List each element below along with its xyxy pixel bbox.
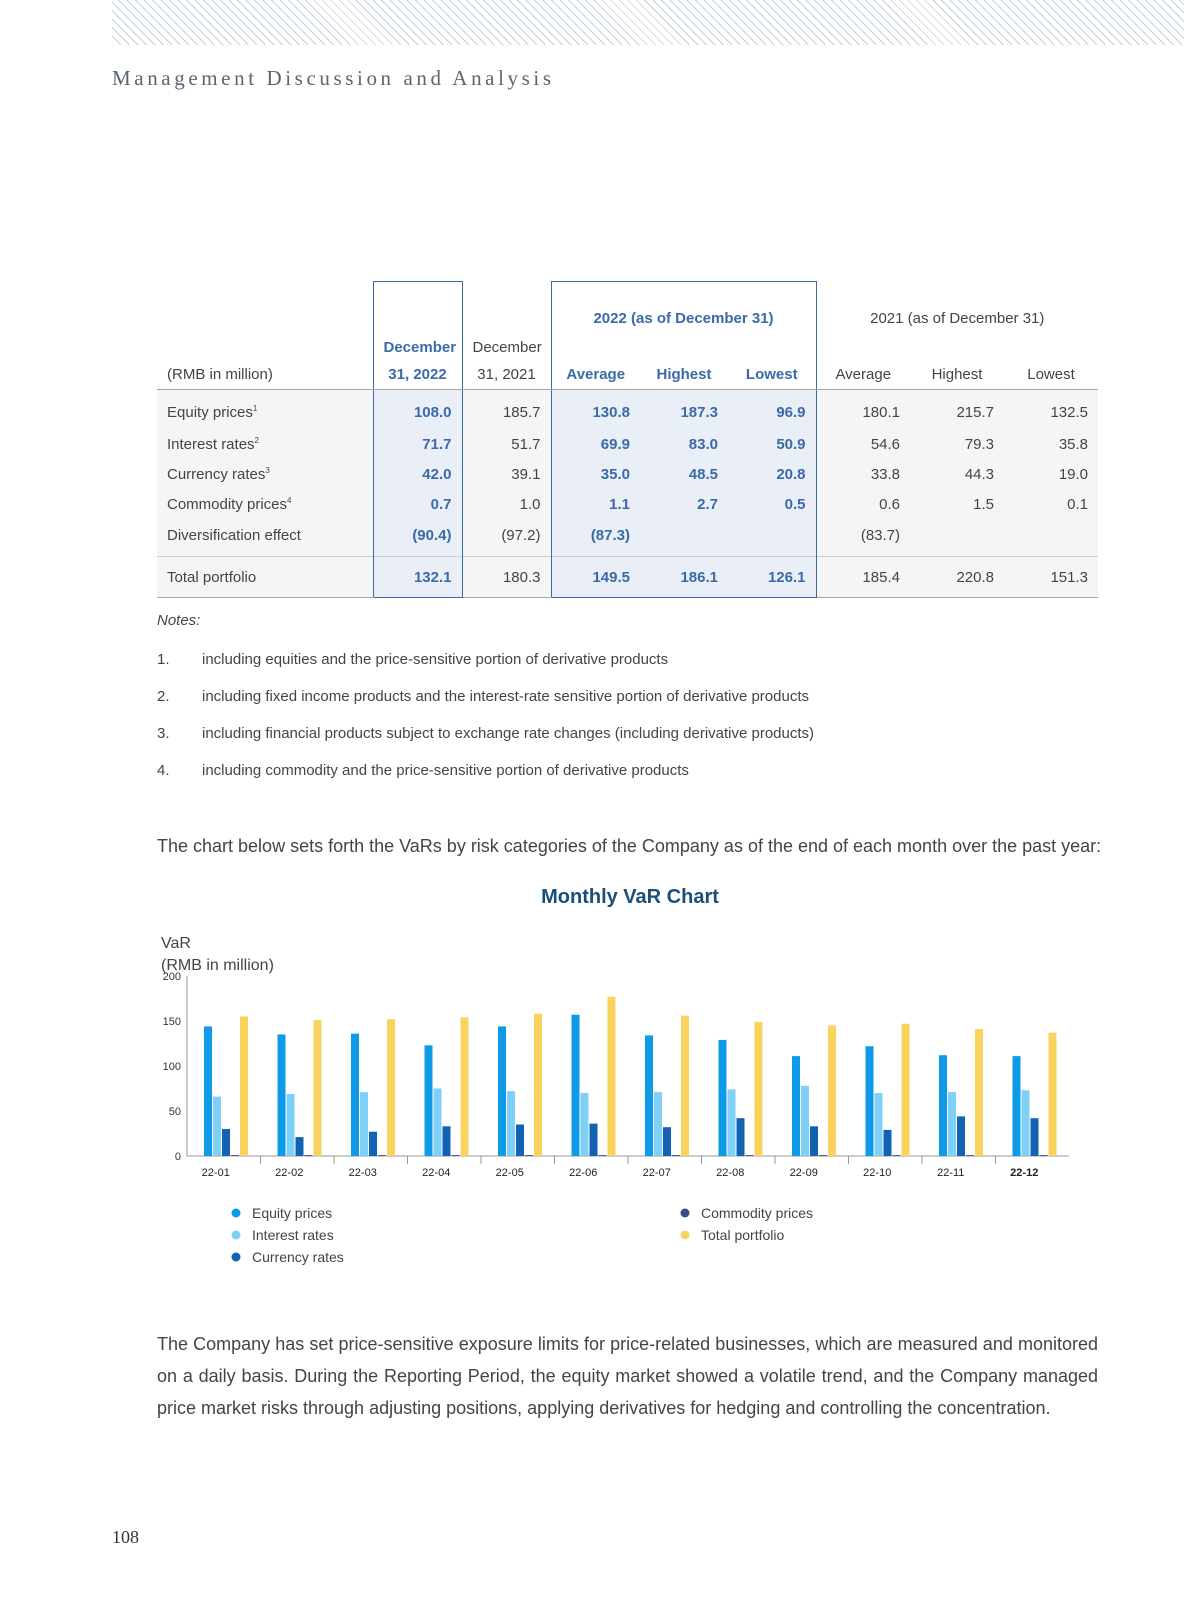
legend-label: Total portfolio	[701, 1227, 785, 1243]
bar-total-portfolio	[681, 1016, 689, 1156]
bar-total-portfolio	[608, 997, 616, 1156]
table-header-row	[157, 359, 1098, 390]
cell: 186.1	[640, 557, 728, 598]
cell: 0.1	[1004, 489, 1098, 519]
y-axis-title-line2: (RMB in million)	[161, 957, 274, 974]
cell: 132.1	[373, 557, 462, 598]
bar-commodity-prices	[893, 1155, 901, 1156]
bar-commodity-prices	[672, 1155, 680, 1156]
bar-equity-prices	[645, 1035, 653, 1156]
bar-total-portfolio	[1049, 1033, 1057, 1156]
cell: 1.0	[462, 489, 551, 519]
chart-title: Monthly VaR Chart	[541, 886, 719, 908]
bar-interest-rates	[801, 1086, 809, 1156]
cell: 108.0	[373, 390, 462, 430]
note-item: 1. including equities and the price-sensitive portion of derivative products	[157, 651, 669, 668]
bar-commodity-prices	[599, 1155, 607, 1156]
bar-total-portfolio	[828, 1026, 836, 1157]
bar-equity-prices	[939, 1055, 947, 1156]
cell: 44.3	[910, 459, 1004, 489]
note-item: 4. including commodity and the price-sensitive portion of derivative products	[157, 762, 689, 779]
bar-interest-rates	[875, 1093, 883, 1156]
bar-interest-rates	[948, 1092, 956, 1156]
note-item: 3. including financial products subject to exchange rate changes (including derivative products)	[157, 725, 815, 742]
col-average-2022: Average	[551, 359, 640, 390]
bar-equity-prices	[351, 1034, 359, 1156]
cell: (87.3)	[551, 519, 640, 557]
bar-interest-rates	[213, 1097, 221, 1156]
bar-total-portfolio	[534, 1014, 542, 1156]
table-row	[157, 519, 1098, 557]
bar-equity-prices	[498, 1026, 506, 1156]
y-tick-label: 150	[162, 1016, 181, 1028]
cell	[1004, 519, 1098, 557]
cell: 51.7	[462, 429, 551, 459]
col-dec2021-line2: 31, 2021	[462, 359, 551, 390]
col-lowest-2022: Lowest	[728, 359, 816, 390]
cell: 0.5	[728, 489, 816, 519]
table-row	[157, 459, 1098, 489]
x-tick-label: 22-11	[937, 1167, 965, 1179]
cell: 20.8	[728, 459, 816, 489]
cell: 187.3	[640, 390, 728, 430]
table-group-header-row	[157, 282, 1098, 332]
note-item: 2. including fixed income products and the interest-rate sensitive portion of derivative products	[157, 688, 809, 705]
cell: 54.6	[816, 429, 910, 459]
cell	[910, 519, 1004, 557]
cell: 149.5	[551, 557, 640, 598]
cell: 185.7	[462, 390, 551, 430]
cell: 0.6	[816, 489, 910, 519]
cell: 83.0	[640, 429, 728, 459]
legend-marker	[232, 1231, 241, 1240]
bar-interest-rates	[654, 1092, 662, 1156]
y-tick-label: 50	[168, 1106, 181, 1118]
cell: 48.5	[640, 459, 728, 489]
x-tick-label: 22-09	[789, 1167, 818, 1179]
bar-commodity-prices	[966, 1155, 974, 1156]
y-tick-label: 100	[162, 1061, 181, 1073]
x-tick-label: 22-06	[569, 1167, 598, 1179]
bar-equity-prices	[719, 1040, 727, 1156]
col-highest-2021: Highest	[910, 359, 1004, 390]
col-highest-2022: Highest	[640, 359, 728, 390]
x-tick-label: 22-01	[201, 1167, 230, 1179]
bar-total-portfolio	[387, 1019, 395, 1156]
cell: 215.7	[910, 390, 1004, 430]
bar-currency-rates	[369, 1132, 377, 1156]
bar-currency-rates	[516, 1125, 524, 1157]
bar-commodity-prices	[819, 1155, 827, 1156]
cell: 19.0	[1004, 459, 1098, 489]
cell: 96.9	[728, 390, 816, 430]
cell: 39.1	[462, 459, 551, 489]
cell: (83.7)	[816, 519, 910, 557]
row-label: Equity prices$^1$	[157, 390, 373, 430]
legend-marker	[681, 1209, 690, 1218]
bar-commodity-prices	[305, 1155, 313, 1156]
monthly-var-chart	[0, 920, 1190, 1300]
cell	[728, 519, 816, 557]
legend-marker	[681, 1231, 690, 1240]
cell: 151.3	[1004, 557, 1098, 598]
x-tick-label: 22-07	[642, 1167, 671, 1179]
row-label: Currency rates$^3$	[157, 459, 373, 489]
bar-currency-rates	[1031, 1118, 1039, 1156]
x-tick-label: 22-04	[422, 1167, 451, 1179]
cell: 180.3	[462, 557, 551, 598]
bar-interest-rates	[1022, 1090, 1030, 1156]
cell: 1.5	[910, 489, 1004, 519]
x-tick-label: 22-02	[275, 1167, 304, 1179]
bar-total-portfolio	[902, 1024, 910, 1156]
legend-marker	[232, 1209, 241, 1218]
bar-total-portfolio	[461, 1017, 469, 1156]
row-label: Commodity prices$^4$	[157, 489, 373, 519]
cell	[640, 519, 728, 557]
bar-commodity-prices	[378, 1155, 386, 1156]
col-dec2021-line1: December	[472, 339, 542, 356]
cell: 130.8	[551, 390, 640, 430]
closing-paragraph: The Company has set price-sensitive exposure limits for price-related businesses, which are measured and monitored on a daily basis. During the Reporting Period, the equity market showed a volatile trend, and the Company managed price market risks through adjusting positions, applying derivatives for hedging and controlling the concentration.	[157, 1334, 1098, 1418]
bar-equity-prices	[278, 1035, 286, 1157]
table-row	[157, 390, 1098, 430]
var-table	[157, 281, 1098, 598]
notes-title: Notes:	[157, 612, 201, 629]
x-tick-label: 22-08	[716, 1167, 745, 1179]
cell: (90.4)	[373, 519, 462, 557]
cell: 220.8	[910, 557, 1004, 598]
bar-commodity-prices	[231, 1155, 239, 1156]
y-axis-title-line1: VaR	[161, 935, 191, 952]
cell: 71.7	[373, 429, 462, 459]
legend-label: Commodity prices	[701, 1205, 814, 1221]
bar-interest-rates	[581, 1093, 589, 1156]
bar-commodity-prices	[746, 1155, 754, 1156]
bar-total-portfolio	[755, 1022, 763, 1156]
legend-label: Currency rates	[252, 1249, 344, 1265]
bar-interest-rates	[507, 1091, 515, 1156]
cell: 1.1	[551, 489, 640, 519]
header-hatch-band	[112, 0, 1184, 45]
bar-equity-prices	[1013, 1056, 1021, 1156]
cell: 50.9	[728, 429, 816, 459]
bar-equity-prices	[792, 1056, 800, 1156]
row-label: Diversification effect	[157, 519, 373, 557]
unit-label: (RMB in million)	[157, 359, 373, 390]
cell: 42.0	[373, 459, 462, 489]
bar-interest-rates	[434, 1089, 442, 1157]
legend-marker	[232, 1253, 241, 1262]
cell: 185.4	[816, 557, 910, 598]
cell: 33.8	[816, 459, 910, 489]
row-label: Interest rates$^2$	[157, 429, 373, 459]
y-tick-label: 0	[174, 1151, 181, 1163]
col-dec2022-line2: 31, 2022	[373, 359, 462, 390]
bar-currency-rates	[296, 1137, 304, 1156]
bar-commodity-prices	[1040, 1155, 1048, 1156]
cell: 2.7	[640, 489, 728, 519]
x-tick-label: 22-05	[495, 1167, 524, 1179]
cell: 79.3	[910, 429, 1004, 459]
y-tick-label: 200	[162, 971, 181, 983]
section-title: Management Discussion and Analysis	[112, 66, 555, 90]
bar-equity-prices	[425, 1045, 433, 1156]
cell: (97.2)	[462, 519, 551, 557]
table-row	[157, 489, 1098, 519]
bar-currency-rates	[884, 1130, 892, 1156]
bar-commodity-prices	[452, 1155, 460, 1156]
group-2021-header: 2021 (as of December 31)	[870, 310, 1045, 327]
bar-currency-rates	[957, 1116, 965, 1156]
legend-label: Interest rates	[252, 1227, 334, 1243]
col-lowest-2021: Lowest	[1004, 359, 1098, 390]
bar-commodity-prices	[525, 1155, 533, 1156]
row-label: Total portfolio	[157, 557, 373, 598]
bar-equity-prices	[866, 1046, 874, 1156]
cell: 0.7	[373, 489, 462, 519]
bar-interest-rates	[728, 1089, 736, 1156]
bar-interest-rates	[287, 1094, 295, 1156]
col-average-2021: Average	[816, 359, 910, 390]
bar-interest-rates	[360, 1092, 368, 1156]
bar-currency-rates	[737, 1118, 745, 1156]
cell: 126.1	[728, 557, 816, 598]
cell: 35.8	[1004, 429, 1098, 459]
table-subheader-row	[157, 331, 1098, 359]
legend-label: Equity prices	[252, 1205, 333, 1221]
bar-equity-prices	[572, 1015, 580, 1156]
chart-intro-text: The chart below sets forth the VaRs by risk categories of the Company as of the end of each month over the past year:	[157, 836, 1102, 856]
bar-currency-rates	[443, 1126, 451, 1156]
bar-currency-rates	[810, 1126, 818, 1156]
x-tick-label: 22-12	[1010, 1167, 1039, 1179]
col-dec2022-line1: December	[373, 331, 462, 359]
bar-currency-rates	[590, 1124, 598, 1156]
bar-total-portfolio	[975, 1029, 983, 1156]
page-number: 108	[112, 1527, 139, 1547]
bar-currency-rates	[222, 1129, 230, 1156]
cell: 35.0	[551, 459, 640, 489]
cell: 69.9	[551, 429, 640, 459]
x-tick-label: 22-03	[348, 1167, 377, 1179]
x-tick-label: 22-10	[863, 1167, 892, 1179]
cell: 180.1	[816, 390, 910, 430]
bar-total-portfolio	[240, 1017, 248, 1157]
cell: 132.5	[1004, 390, 1098, 430]
bar-equity-prices	[204, 1026, 212, 1156]
group-2022-header: 2022 (as of December 31)	[551, 282, 816, 332]
bar-total-portfolio	[314, 1020, 322, 1156]
bar-currency-rates	[663, 1127, 671, 1156]
table-row	[157, 429, 1098, 459]
table-total-row	[157, 557, 1098, 598]
